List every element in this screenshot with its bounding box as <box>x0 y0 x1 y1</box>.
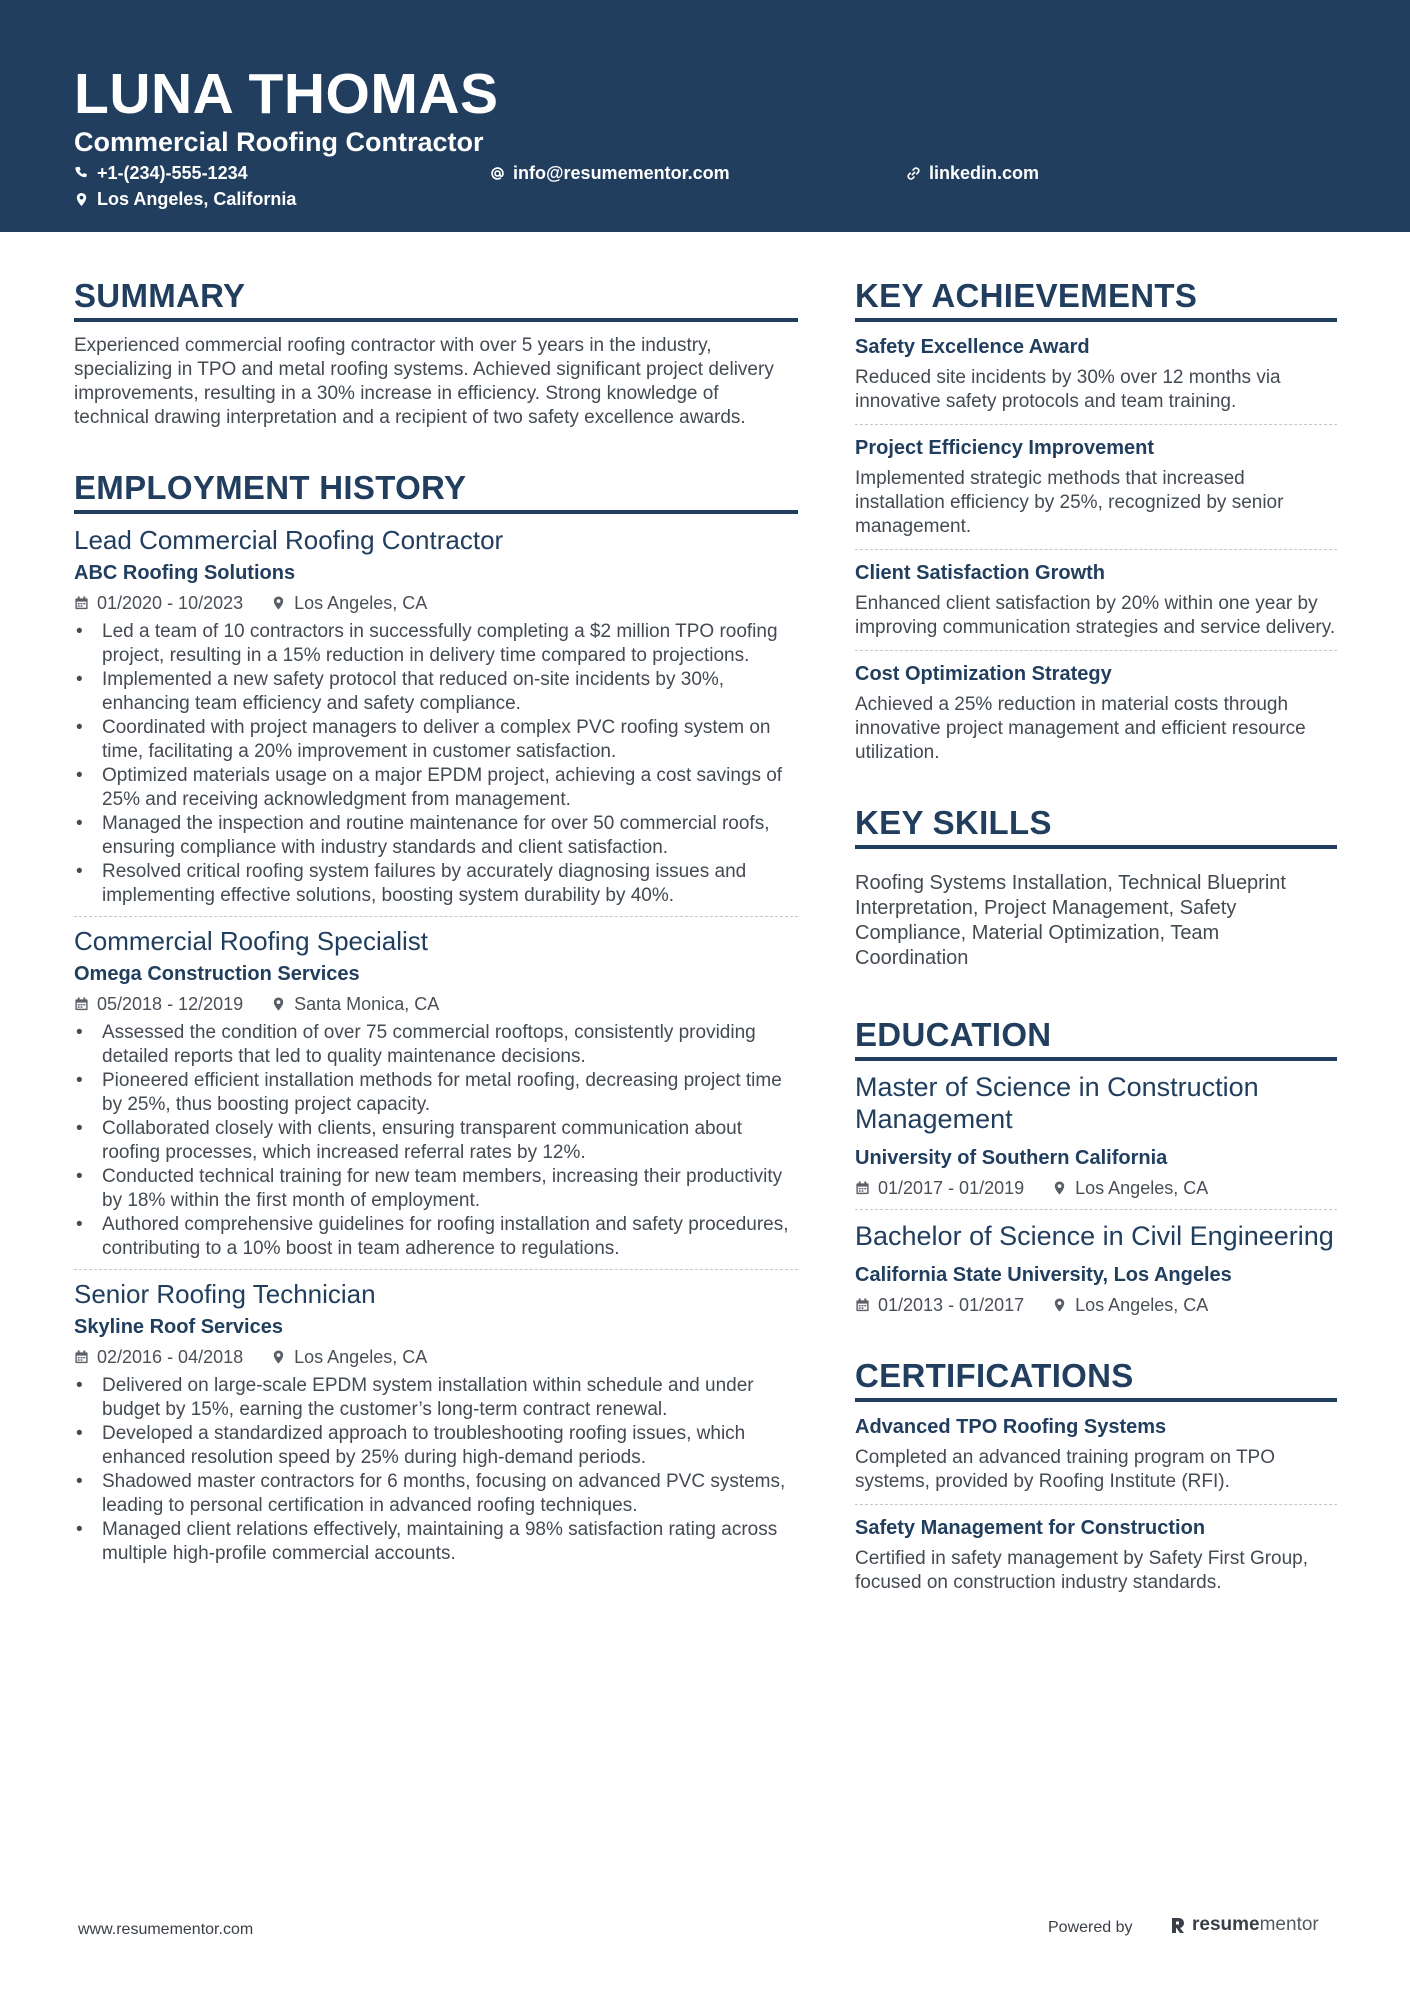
job-bullet: • Optimized materials usage on a major EPDM project, achieving a cost savings of 25% and receiving acknowledgment from management. <box>74 764 798 812</box>
at-icon <box>490 166 505 181</box>
education-location-text: Los Angeles, CA <box>1075 1178 1209 1198</box>
achievements-section <box>855 276 1337 775</box>
job-dates <box>74 993 243 1015</box>
job-entry <box>74 1269 798 1574</box>
achievement-title: Cost Optimization Strategy <box>855 663 1112 685</box>
achievement-desc: Reduced site incidents by 30% over 12 months via innovative safety protocols and team training. <box>855 367 1281 412</box>
job-bullets <box>74 1021 798 1261</box>
job-bullet: • Led a team of 10 contractors in successfully completing a $2 million TPO roofing project, resulting in a 15% reduction in delivery time compared to projections. <box>74 620 798 668</box>
achievement-title: Safety Excellence Award <box>855 336 1090 358</box>
certification-desc: Certified in safety management by Safety First Group, focused on construction industry standards. <box>855 1548 1309 1593</box>
job-title: Lead Commercial Roofing Contractor <box>74 525 504 555</box>
education-location <box>1052 1177 1208 1199</box>
achievement-item <box>855 424 1337 549</box>
job-bullet: • Managed client relations effectively, maintaining a 98% satisfaction rating across multiple high-profile commercial accounts. <box>74 1518 798 1566</box>
contact-email[interactable] <box>490 162 730 184</box>
education-school: California State University, Los Angeles <box>855 1264 1232 1286</box>
education-dates-text: 01/2013 - 01/2017 <box>878 1295 1025 1315</box>
education-degree: Bachelor of Science in Civil Engineering <box>855 1221 1334 1251</box>
candidate-role: Commercial Roofing Contractor <box>74 127 484 157</box>
job-bullet: • Coordinated with project managers to deliver a complex PVC roofing system on time, facilitating a 20% improvement in customer satisfaction. <box>74 716 798 764</box>
skills-section <box>855 803 1337 971</box>
education-school: University of Southern California <box>855 1147 1168 1169</box>
calendar-icon <box>74 1349 89 1365</box>
achievement-item <box>855 322 1337 424</box>
education-dates <box>855 1294 1024 1316</box>
location-pin-icon <box>1052 1180 1067 1196</box>
education-dates <box>855 1177 1024 1199</box>
job-location-text: Santa Monica, CA <box>294 994 440 1014</box>
certification-desc: Completed an advanced training program on TPO systems, provided by Roofing Institute (RFI). <box>855 1447 1276 1492</box>
contact-linkedin[interactable] <box>906 162 1039 184</box>
job-bullet: • Implemented a new safety protocol that reduced on-site incidents by 30%, enhancing team efficiency and safety compliance. <box>74 668 798 716</box>
achievement-item <box>855 650 1337 775</box>
job-bullet: • Conducted technical training for new team members, increasing their productivity by 18% within the first month of employment. <box>74 1165 798 1213</box>
job-bullet: • Collaborated closely with clients, ensuring transparent communication about roofing processes, which increased referral rates by 12%. <box>74 1117 798 1165</box>
job-bullet: • Pioneered efficient installation methods for metal roofing, decreasing project time by 25%, thus boosting project capacity. <box>74 1069 798 1117</box>
skills-text: Roofing Systems Installation, Technical Blueprint Interpretation, Project Management, Safety Compliance, Material Optimization, Team Coordination <box>855 872 1286 969</box>
job-title: Commercial Roofing Specialist <box>74 926 429 956</box>
calendar-icon <box>74 996 89 1012</box>
education-location-text: Los Angeles, CA <box>1075 1295 1209 1315</box>
education-degree: Master of Science in Construction Management <box>855 1072 1259 1134</box>
education-section <box>855 1015 1337 1326</box>
job-meta <box>74 1346 798 1368</box>
summary-heading: SUMMARY <box>74 276 798 322</box>
job-location-text: Los Angeles, CA <box>294 1347 428 1367</box>
job-dates <box>74 1346 243 1368</box>
calendar-icon <box>74 595 89 611</box>
job-company: ABC Roofing Solutions <box>74 562 296 584</box>
education-location <box>1052 1294 1208 1316</box>
contact-phone[interactable] <box>74 162 248 184</box>
certification-item <box>855 1504 1337 1605</box>
location-text: Los Angeles, California <box>97 189 297 209</box>
location-pin-icon <box>271 1349 286 1365</box>
phone-text: +1-(234)-555-1234 <box>97 163 248 183</box>
brand-name-bold: resume <box>1192 1914 1260 1935</box>
job-dates-text: 05/2018 - 12/2019 <box>97 994 244 1014</box>
linkedin-text: linkedin.com <box>929 163 1040 183</box>
achievements-heading: KEY ACHIEVEMENTS <box>855 276 1337 322</box>
job-dates-text: 01/2020 - 10/2023 <box>97 593 244 613</box>
job-bullet: • Resolved critical roofing system failures by accurately diagnosing issues and implementing effective solutions, boosting system durability by 40%. <box>74 860 798 908</box>
job-company: Skyline Roof Services <box>74 1316 283 1338</box>
certification-item <box>855 1402 1337 1504</box>
left-column <box>74 276 798 1574</box>
employment-heading: EMPLOYMENT HISTORY <box>74 468 798 514</box>
footer-brand-logo[interactable] <box>1170 1914 1319 1936</box>
footer-powered-by: Powered by <box>1048 1919 1133 1936</box>
resumementor-logo-icon <box>1170 1916 1186 1934</box>
achievement-title: Client Satisfaction Growth <box>855 562 1106 584</box>
phone-icon <box>74 166 89 181</box>
job-company: Omega Construction Services <box>74 963 360 985</box>
education-dates-text: 01/2017 - 01/2019 <box>878 1178 1025 1198</box>
job-bullet: • Shadowed master contractors for 6 months, focusing on advanced PVC systems, leading to personal certification in advanced roofing techniques. <box>74 1470 798 1518</box>
job-location <box>271 592 427 614</box>
education-heading: EDUCATION <box>855 1015 1337 1061</box>
achievement-title: Project Efficiency Improvement <box>855 437 1154 459</box>
job-bullet: • Managed the inspection and routine maintenance for over 50 commercial roofs, ensuring compliance with industry standards and client satisfaction. <box>74 812 798 860</box>
job-meta <box>74 592 798 614</box>
job-meta <box>74 993 798 1015</box>
location-pin-icon <box>271 996 286 1012</box>
right-column <box>855 276 1337 1643</box>
job-bullet: • Authored comprehensive guidelines for roofing installation and safety procedures, contributing to a 10% boost in team adherence to regulations. <box>74 1213 798 1261</box>
education-meta <box>855 1294 1337 1316</box>
achievement-desc: Enhanced client satisfaction by 20% within one year by improving communication strategies and service delivery. <box>855 593 1336 638</box>
job-dates <box>74 592 243 614</box>
link-icon <box>906 166 921 181</box>
skills-heading: KEY SKILLS <box>855 803 1337 849</box>
job-bullet: • Assessed the condition of over 75 commercial rooftops, consistently providing detailed reports that led to quality maintenance decisions. <box>74 1021 798 1069</box>
location-pin-icon <box>271 595 286 611</box>
job-location <box>271 993 439 1015</box>
job-bullets <box>74 1374 798 1566</box>
job-bullets <box>74 620 798 908</box>
job-entry <box>74 524 798 916</box>
footer-website[interactable]: www.resumementor.com <box>78 1921 254 1938</box>
certifications-heading: CERTIFICATIONS <box>855 1356 1337 1402</box>
brand-name-light: mentor <box>1259 1914 1319 1935</box>
candidate-name: LUNA THOMAS <box>74 62 499 126</box>
calendar-icon <box>855 1180 870 1196</box>
education-item <box>855 1209 1337 1326</box>
education-item <box>855 1061 1337 1209</box>
summary-section <box>74 276 798 430</box>
certification-title: Advanced TPO Roofing Systems <box>855 1416 1167 1438</box>
employment-section <box>74 468 798 1574</box>
achievement-item <box>855 549 1337 650</box>
job-location-text: Los Angeles, CA <box>294 593 428 613</box>
certification-title: Safety Management for Construction <box>855 1517 1206 1539</box>
education-meta <box>855 1177 1337 1199</box>
location-pin-icon <box>74 192 89 207</box>
calendar-icon <box>855 1297 870 1313</box>
achievement-desc: Implemented strategic methods that increased installation efficiency by 25%, recognized by senior management. <box>855 468 1284 537</box>
header-banner <box>0 0 1410 232</box>
job-bullet: • Developed a standardized approach to troubleshooting roofing issues, which enhanced resolution speed by 25% during high-demand periods. <box>74 1422 798 1470</box>
job-entry <box>74 916 798 1269</box>
job-dates-text: 02/2016 - 04/2018 <box>97 1347 244 1367</box>
job-bullet: • Delivered on large-scale EPDM system installation within schedule and under budget by 15%, earning the customer’s long-term contract renewal. <box>74 1374 798 1422</box>
summary-text: Experienced commercial roofing contractor with over 5 years in the industry, specializing in TPO and metal roofing systems. Achieved significant project delivery improvements, resulting in a 30% increase in efficiency. Strong knowledge of technical drawing interpretation and a recipient of two safety excellence awards. <box>74 335 774 428</box>
achievement-desc: Achieved a 25% reduction in material costs through innovative project management and efficient resource utilization. <box>855 694 1306 763</box>
certifications-section <box>855 1356 1337 1605</box>
email-text: info@resumementor.com <box>513 163 730 183</box>
location-pin-icon <box>1052 1297 1067 1313</box>
job-title: Senior Roofing Technician <box>74 1279 376 1309</box>
job-location <box>271 1346 427 1368</box>
contact-location <box>74 188 296 210</box>
